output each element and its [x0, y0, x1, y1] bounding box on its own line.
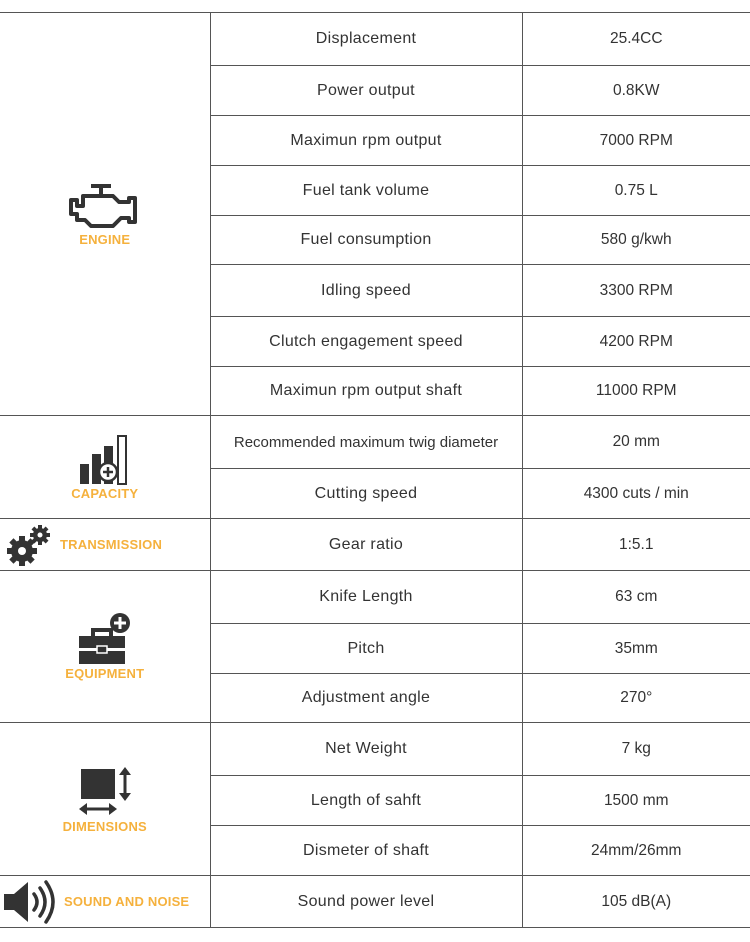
spec-value: 35mm [522, 624, 750, 674]
toolbox-icon [75, 612, 135, 666]
spec-value: 24mm/26mm [522, 826, 750, 876]
spec-value: 11000 RPM [522, 367, 750, 416]
table-row [0, 571, 750, 624]
spec-value: 4300 cuts / min [522, 469, 750, 519]
spec-value: 7 kg [522, 723, 750, 776]
category-label: SOUND AND NOISE [64, 894, 190, 909]
spec-name: Sound power level [210, 876, 522, 928]
speaker-icon [2, 878, 58, 926]
spec-name: Net Weight [210, 723, 522, 776]
category-dimensions [0, 723, 210, 876]
capacity-icon [78, 434, 132, 486]
category-capacity [0, 416, 210, 519]
spec-value: 1:5.1 [522, 519, 750, 571]
category-equipment [0, 571, 210, 723]
spec-name: Fuel tank volume [210, 166, 522, 216]
spec-value: 4200 RPM [522, 317, 750, 367]
spec-value: 25.4CC [522, 13, 750, 66]
category-engine [0, 13, 210, 416]
spec-value: 0.75 L [522, 166, 750, 216]
spec-value: 105 dB(A) [522, 876, 750, 928]
category-sound [0, 876, 210, 928]
spec-value: 20 mm [522, 416, 750, 469]
spec-value: 0.8KW [522, 66, 750, 116]
spec-name: Displacement [210, 13, 522, 66]
spec-name: Clutch engagement speed [210, 317, 522, 367]
table-row [0, 876, 750, 928]
table-row [0, 13, 750, 66]
spec-name: Knife Length [210, 571, 522, 624]
spec-value: 270° [522, 674, 750, 723]
spec-table [0, 12, 750, 928]
spec-name: Maximun rpm output [210, 116, 522, 166]
table-row [0, 723, 750, 776]
category-label: DIMENSIONS [62, 818, 147, 834]
table-row [0, 416, 750, 469]
spec-name: Fuel consumption [210, 216, 522, 265]
gears-icon [6, 523, 52, 567]
spec-name: Length of sahft [210, 776, 522, 826]
dimensions-icon [75, 765, 135, 819]
spec-name: Adjustment angle [210, 674, 522, 723]
spec-name: Dismeter of shaft [210, 826, 522, 876]
spec-name: Idling speed [210, 265, 522, 317]
spec-name: Recommended maximum twig diameter [210, 416, 522, 469]
spec-name: Power output [210, 66, 522, 116]
category-label: EQUIPMENT [65, 666, 145, 681]
spec-name: Maximun rpm output shaft [210, 367, 522, 416]
category-label: TRANSMISSION [60, 537, 163, 552]
spec-value: 3300 RPM [522, 265, 750, 317]
category-transmission [0, 519, 210, 571]
spec-name: Gear ratio [210, 519, 522, 571]
table-row [0, 519, 750, 571]
category-label: CAPACITY [71, 485, 139, 501]
spec-value: 1500 mm [522, 776, 750, 826]
category-label: ENGINE [79, 231, 131, 247]
engine-icon [65, 182, 145, 232]
spec-value: 7000 RPM [522, 116, 750, 166]
spec-name: Pitch [210, 624, 522, 674]
spec-name: Cutting speed [210, 469, 522, 519]
spec-value: 580 g/kwh [522, 216, 750, 265]
spec-value: 63 cm [522, 571, 750, 624]
